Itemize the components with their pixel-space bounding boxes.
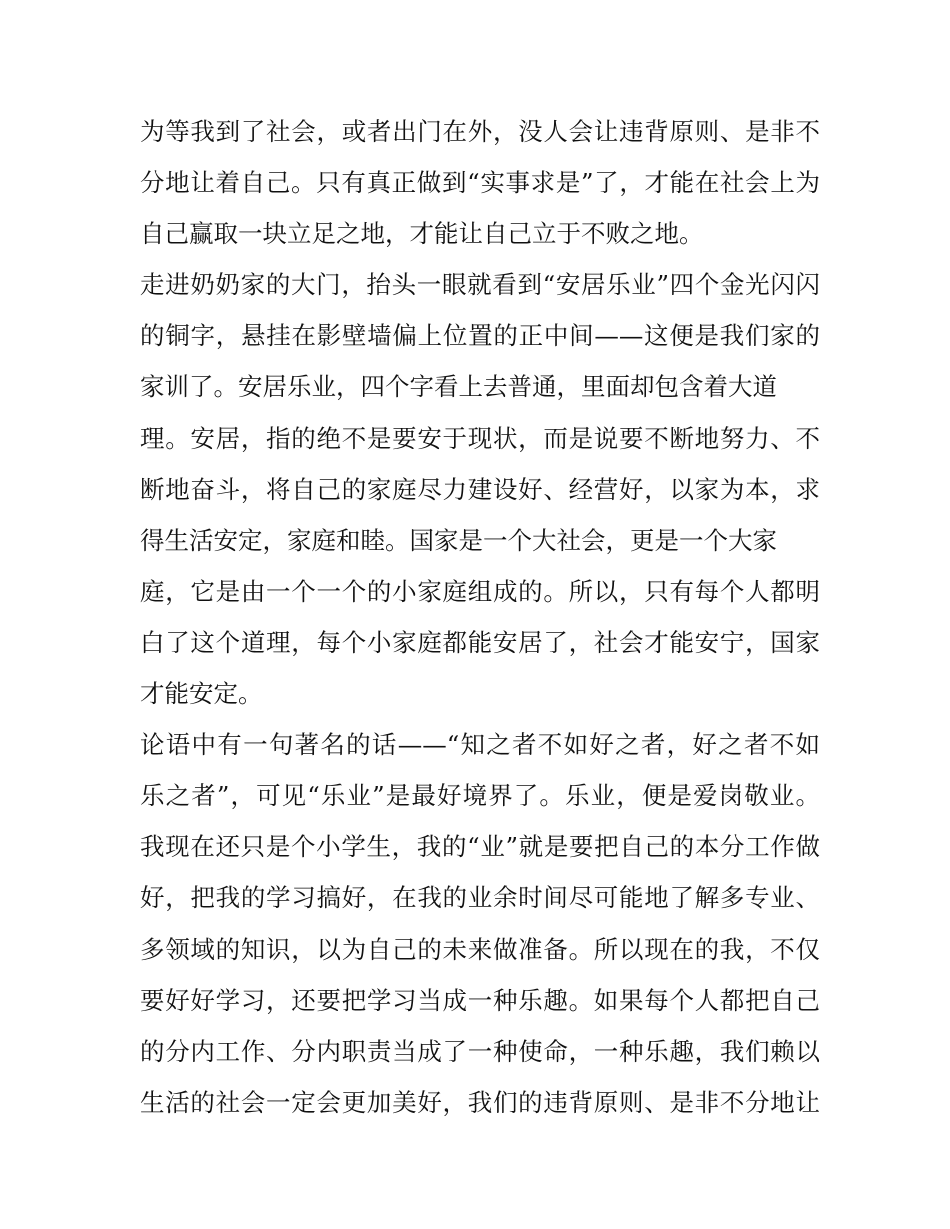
text-line: 得生活安定，家庭和睦。国家是一个大社会，更是一个大家: [140, 525, 777, 555]
text-line: 断地奋斗，将自己的家庭尽力建设好、经营好，以家为本，求: [140, 474, 820, 504]
text-line: 我现在还只是个小学生，我的“业”就是要把自己的本分工作做: [140, 832, 820, 862]
text-line: 家训了。安居乐业，四个字看上去普通，里面却包含着大道: [140, 372, 777, 402]
text-line: 生活的社会一定会更加美好，我们的违背原则、是非不分地让: [140, 1087, 820, 1117]
text-line: 要好好学习，还要把学习当成一种乐趣。如果每个人都把自己: [140, 985, 820, 1015]
text-line: 的分内工作、分内职责当成了一种使命，一种乐趣，我们赖以: [140, 1036, 820, 1066]
text-line: 才能安定。: [140, 679, 263, 709]
body-text: [140, 106, 820, 1128]
text-line: 乐之者”，可见“乐业”是最好境界了。乐业，便是爱岗敬业。: [140, 781, 820, 811]
text-line: 自己赢取一块立足之地，才能让自己立于不败之地。: [140, 219, 704, 249]
text-line: 好，把我的学习搞好，在我的业余时间尽可能地了解多专业、: [140, 883, 820, 913]
text-line: 分地让着自己。只有真正做到“实事求是”了，才能在社会上为: [140, 168, 820, 198]
text-line: 庭，它是由一个一个的小家庭组成的。所以，只有每个人都明: [140, 576, 820, 606]
text-line: 理。安居，指的绝不是要安于现状，而是说要不断地努力、不: [140, 423, 820, 453]
text-line: 走进奶奶家的大门，抬头一眼就看到“安居乐业”四个金光闪闪: [140, 270, 820, 300]
text-line: 为等我到了社会，或者出门在外，没人会让违背原则、是非不: [140, 117, 820, 146]
text-line: 论语中有一句著名的话——“知之者不如好之者，好之者不如: [140, 730, 820, 760]
text-line: 的铜字，悬挂在影壁墙偏上位置的正中间——这便是我们家的: [140, 321, 820, 351]
text-line: 白了这个道理，每个小家庭都能安居了，社会才能安宁，国家: [140, 627, 820, 657]
text-line: 多领域的知识，以为自己的未来做准备。所以现在的我，不仅: [140, 934, 820, 964]
